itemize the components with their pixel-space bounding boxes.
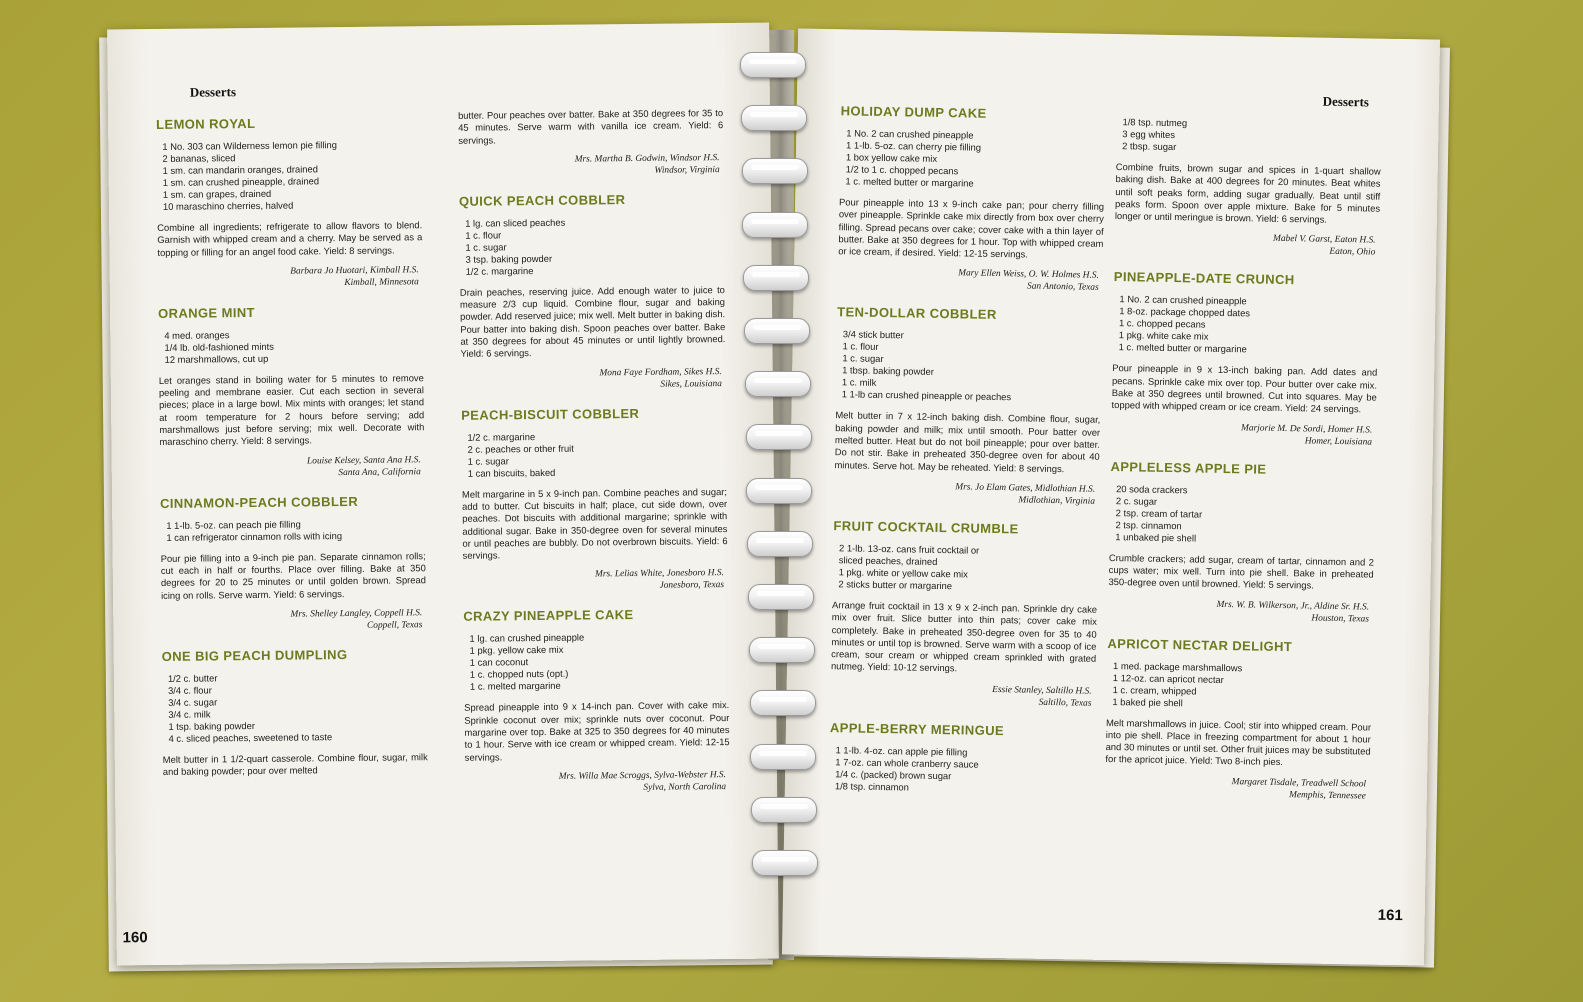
contributor-location: Windsor, Virginia <box>654 164 720 176</box>
contributor-name: Barbara Jo Huotari, Kimball H.S. <box>290 265 419 277</box>
contributor-location: Kimball, Minnesota <box>344 277 419 288</box>
ingredient: 1 sm. can crushed pineapple, drained <box>162 175 320 188</box>
ingredient: 2 tsp. cinnamon <box>1115 518 1182 531</box>
recipe-directions: Melt marshmallows in juice. Cool; stir into whipped cream. Pour into pie shell. Place in freezing compartment for about 1 hour and 30 minutes or until set. Other fruit juices may be substituted for the apricot juice. Yield: Two 8-inch pies. <box>1105 716 1372 768</box>
spiral-coil <box>750 690 816 716</box>
ingredient: 3/4 c. milk <box>168 708 211 720</box>
recipe-attribution <box>463 567 728 594</box>
ingredient: 1/8 tsp. cinnamon <box>834 779 910 793</box>
ingredient: 1 box yellow cake mix <box>845 151 938 164</box>
recipe-attribution <box>458 152 723 179</box>
ingredient: 4 med. oranges <box>164 329 230 341</box>
ingredient-list <box>1106 660 1372 713</box>
ingredient: 1 c. melted butter or margarine <box>1118 341 1247 355</box>
contributor-name: Mrs. Lelias White, Jonesboro H.S. <box>594 568 724 580</box>
recipe <box>1111 270 1379 449</box>
ingredient: 1 No. 303 can Wilderness lemon pie filling <box>162 139 337 152</box>
recipe-directions: Pour pie filling into a 9-inch pie pan. Separate cinnamon rolls; cut each in half or fourths. Place over filling. Bake at 350 degrees for 20 to 25 minutes or until golden brown. Spread icing on rolls. Serve warm. Yield: 6 servings. <box>160 549 426 601</box>
ingredient: 3/4 stick butter <box>842 328 904 341</box>
recipe-directions: Arrange fruit cocktail in 13 x 9 x 2-inch pan. Sprinkle dry cake mix over fruit. Slice butter into thin pats; cover cake mix completely. Bake in preheated 350-degree oven for 35 to 40 minutes or until top is browned. Serve warm with a scoop of ice cream, sour cream or whipped cream sprinkled with grated nutmeg. Yield: 10-12 servings. <box>830 599 1098 674</box>
spiral-coil <box>744 318 810 344</box>
spiral-coil <box>742 212 808 238</box>
recipe-directions: Crumble crackers; add sugar, cream of tartar, cinnamon and 2 cups water; mix well. Turn into pie shell. Bake in preheated 350-degree oven until browned. Yield: 5 servings. <box>1108 551 1375 591</box>
spiral-coil <box>742 158 808 184</box>
ingredient-list <box>839 127 1105 192</box>
ingredient: 1 1-lb can crushed pineapple or peaches <box>841 388 1012 403</box>
ingredient-list <box>1113 293 1379 358</box>
spiral-coil <box>746 424 812 450</box>
recipe <box>459 191 726 393</box>
ingredient: 1 c. sugar <box>465 241 507 253</box>
ingredient: 4 c. sliced peaches, sweetened to taste <box>168 731 333 744</box>
ingredient: 1 tbsp. baking powder <box>842 364 934 378</box>
recipe-attribution <box>1111 420 1376 449</box>
ingredient: sliced peaches, drained <box>838 554 938 567</box>
recipe <box>458 107 724 179</box>
left-column-2 <box>458 107 730 811</box>
ingredient: 1 can biscuits, baked <box>467 466 556 479</box>
contributor-location: Jonesboro, Texas <box>659 580 725 592</box>
spiral-coil <box>740 52 806 78</box>
contributor-location: Eaton, Ohio <box>1329 247 1376 259</box>
ingredient: 1 lg. can sliced peaches <box>465 216 566 229</box>
spiral-coil <box>741 105 807 131</box>
recipe-attribution <box>465 769 730 796</box>
recipe-directions: Spread pineapple into 9 x 14-inch pan. Cover with cake mix. Sprinkle coconut over mix; sprinkle nuts over coconut. Pour margarine over top. Bake at 325 to 350 degrees for 40 minutes to 1 hour. Serve with ice cream or whipped cream. Yield: 12-15 servings. <box>464 699 730 763</box>
contributor-name: Marjorie M. De Sordi, Homer H.S. <box>1240 422 1373 436</box>
recipe <box>158 303 425 481</box>
ingredient: 1 sm. can grapes, drained <box>162 187 272 200</box>
recipe-title: TEN-DOLLAR COBBLER <box>837 304 997 323</box>
ingredient: 1 sm. can mandarin oranges, drained <box>162 163 318 176</box>
recipe <box>156 114 423 291</box>
contributor-location: Sylva, North Carolina <box>643 781 727 793</box>
ingredient-list <box>1109 483 1375 548</box>
recipe-attribution <box>1108 597 1373 626</box>
ingredient-list <box>459 215 725 278</box>
recipe-title: PINEAPPLE-DATE CRUNCH <box>1113 269 1295 288</box>
recipe-title: ORANGE MINT <box>158 304 256 321</box>
right-page-number: 161 <box>1377 906 1403 925</box>
recipe-title: ONE BIG PEACH DUMPLING <box>161 646 348 664</box>
ingredient: 1 c. chopped pecans <box>1118 317 1206 331</box>
recipe-title: APPLE-BERRY MERINGUE <box>829 719 1005 738</box>
recipe-attribution <box>830 681 1095 710</box>
recipe <box>829 720 1095 797</box>
recipe <box>830 518 1098 709</box>
recipe <box>1108 459 1376 625</box>
recipe-directions: Let oranges stand in boiling water for 5 minutes to remove peeling and membrane easier. Cut each section in several pieces; place in a large bowl. Mix mints with oranges; let stand at room temperature for 2 hours before serving; add marshmallows just before serving; mix well. Decorate with maraschino cherry. Yield: 8 servings. <box>158 372 425 448</box>
recipe-title: HOLIDAY DUMP CAKE <box>840 103 987 121</box>
contributor-name: Margaret Tisdale, Treadwell School <box>1231 776 1367 790</box>
recipe-attribution <box>160 454 425 481</box>
spiral-coil <box>745 371 811 397</box>
contributor-name: Mrs. Shelley Langley, Coppell H.S. <box>290 608 423 620</box>
left-page-header: Desserts <box>189 84 237 100</box>
ingredient: 1/4 c. (packed) brown sugar <box>835 767 952 782</box>
right-column-1 <box>829 103 1106 811</box>
recipe <box>1105 636 1373 803</box>
ingredient: 1 tsp. baking powder <box>168 719 255 732</box>
ingredient: 2 tbsp. sugar <box>1122 140 1177 153</box>
ingredient: 1 12-oz. can apricot nectar <box>1112 671 1224 685</box>
contributor-name: Mrs. W. B. Wilkerson, Jr., Aldine Sr. H.S. <box>1216 599 1370 613</box>
contributor-location: Sikes, Louisiana <box>660 378 722 390</box>
ingredient: 1/2 c. margarine <box>467 430 536 443</box>
ingredient: 1/8 tsp. nutmeg <box>1122 116 1188 129</box>
recipe-title: LEMON ROYAL <box>156 115 256 132</box>
ingredient: 2 tsp. cream of tartar <box>1115 506 1203 520</box>
recipe-directions: Melt butter in 7 x 12-inch baking dish. Combine flour, sugar, baking powder and milk; mix until smooth. Pour batter over melted butter. Heat but do not boil pineapple; pour over batter. Do not stir. Bake in preheated 350-degree oven for about 40 minutes. Serve hot. May be reheated. Yield: 8 servings. <box>834 409 1101 474</box>
recipe-title: FRUIT COCKTAIL CRUMBLE <box>833 518 1019 537</box>
ingredient: 1 8-oz. package chopped dates <box>1119 305 1251 319</box>
ingredient: 3 tsp. baking powder <box>465 252 553 265</box>
recipe-title: APPLELESS APPLE PIE <box>1110 458 1267 477</box>
recipe-attribution <box>161 607 426 634</box>
ingredient-list <box>1116 116 1382 157</box>
ingredient: 1 c. melted margarine <box>469 680 561 693</box>
ingredient-list <box>832 542 1098 595</box>
recipe-attribution <box>1114 231 1379 260</box>
contributor-name: Louise Kelsey, Santa Ana H.S. <box>306 454 421 467</box>
ingredient: 1 c. sugar <box>842 352 884 365</box>
recipe-attribution <box>461 366 726 393</box>
recipe-title: CINNAMON-PEACH COBBLER <box>160 493 359 511</box>
contributor-location: San Antonio, Texas <box>1026 281 1099 294</box>
recipe <box>463 606 730 795</box>
recipe-title: PEACH-BISCUIT COBBLER <box>461 405 640 423</box>
ingredient: 3 egg whites <box>1122 128 1176 141</box>
contributor-name: Mary Ellen Weiss, O. W. Holmes H.S. <box>958 268 1099 282</box>
contributor-location: Houston, Texas <box>1311 613 1369 625</box>
recipe-title: CRAZY PINEAPPLE CAKE <box>463 607 634 625</box>
contributor-location: Memphis, Tennessee <box>1289 789 1366 802</box>
ingredient: 1 No. 2 can crushed pineapple <box>1119 293 1247 307</box>
ingredient-list <box>162 670 428 745</box>
recipe-attribution <box>158 264 423 291</box>
ingredient: 2 bananas, sliced <box>162 152 236 164</box>
spiral-coil <box>747 531 813 557</box>
contributor-location: Midlothian, Virginia <box>1018 495 1096 507</box>
ingredient: 1 c. flour <box>465 229 502 241</box>
ingredient: 1 pkg. yellow cake mix <box>469 644 564 657</box>
ingredient: 1 1-lb. 4-oz. can apple pie filling <box>835 743 968 758</box>
recipe <box>1114 116 1381 259</box>
ingredient-list <box>158 327 423 366</box>
ingredient: 3/4 c. flour <box>167 684 212 696</box>
ingredient-list <box>829 744 1095 797</box>
ingredient: 1 pkg. white cake mix <box>1118 329 1209 343</box>
ingredient: 1 unbaked pie shell <box>1115 530 1197 544</box>
ingredient: 1 1-lb. 5-oz. can peach pie filling <box>166 518 301 531</box>
contributor-name: Mona Faye Fordham, Sikes H.S. <box>599 366 722 379</box>
ingredient: 1/2 c. butter <box>167 672 218 684</box>
ingredient-list <box>836 329 1102 406</box>
contributor-location: Santa Ana, California <box>338 466 421 478</box>
contributor-name: Mrs. Willa Mae Scroggs, Sylva-Webster H.S. <box>558 769 727 782</box>
recipe <box>834 305 1102 508</box>
spiral-coil <box>748 584 814 610</box>
spiral-coil <box>751 797 817 823</box>
spiral-coil <box>749 637 815 663</box>
contributor-location: Homer, Louisiana <box>1304 436 1373 448</box>
ingredient: 1 med. package marshmallows <box>1112 659 1243 673</box>
contributor-location: Saltillo, Texas <box>1038 697 1092 709</box>
ingredient-list <box>160 517 425 544</box>
ingredient: 2 1-lb. 13-oz. cans fruit cocktail or <box>838 542 980 556</box>
right-page-header: Desserts <box>1322 93 1370 110</box>
right-column-2 <box>1104 116 1381 817</box>
recipe-directions: Combine fruits, brown sugar and spices in 1-quart shallow baking dish. Bake at 400 degrees for 20 minutes. Beat whites until soft peaks form, adding sugar gradually. Beat until stiff peaks form. Spoon over apple mixture. Bake for 5 minutes longer or until meringue is brown. Yield: 6 servings. <box>1114 161 1381 225</box>
ingredient-list <box>156 138 422 213</box>
ingredient-list <box>461 429 726 480</box>
left-page <box>107 23 779 966</box>
recipe-attribution <box>1105 774 1370 803</box>
ingredient: 1 lg. can crushed pineapple <box>469 631 585 645</box>
ingredient: 1/2 to 1 c. chopped pecans <box>845 163 959 177</box>
ingredient: 20 soda crackers <box>1116 482 1188 496</box>
left-column-1 <box>156 114 428 793</box>
ingredient: 12 marshmallows, cut up <box>164 352 269 365</box>
spiral-coil <box>750 744 816 770</box>
recipe-attribution <box>838 266 1103 295</box>
ingredient: 1 c. flour <box>842 340 879 353</box>
contributor-name: Mabel V. Garst, Eaton H.S. <box>1272 234 1376 247</box>
ingredient: 1 c. melted butter or margarine <box>845 175 974 189</box>
ingredient: 3/4 c. sugar <box>168 696 218 708</box>
recipe-title: APRICOT NECTAR DELIGHT <box>1107 635 1293 654</box>
recipe <box>461 405 728 595</box>
contributor-name: Essie Stanley, Saltillo H.S. <box>992 684 1092 697</box>
spiral-coil <box>743 265 809 291</box>
ingredient: 1 c. milk <box>841 376 877 389</box>
ingredient: 1 baked pie shell <box>1112 695 1183 708</box>
ingredient: 2 sticks butter or margarine <box>838 578 953 592</box>
ingredient: 1 No. 2 can crushed pineapple <box>846 127 974 141</box>
ingredient: 1/2 c. margarine <box>465 264 534 277</box>
recipe-attribution <box>834 479 1099 508</box>
contributor-location: Coppell, Texas <box>366 620 423 631</box>
contributor-name: Mrs. Martha B. Godwin, Windsor H.S. <box>574 152 720 165</box>
ingredient: 2 c. sugar <box>1115 494 1158 507</box>
ingredient: 10 maraschino cherries, halved <box>162 199 294 212</box>
recipe-title: QUICK PEACH COBBLER <box>458 191 626 209</box>
ingredient: 1 can refrigerator cinnamon rolls with icing <box>166 529 343 543</box>
ingredient: 1 1-lb. 5-oz. can cherry pie filling <box>846 139 982 153</box>
recipe-directions: Combine all ingredients; refrigerate to allow flavors to blend. Garnish with whipped cream and a cherry. May be served as a topping or filling for an angel food cake. Yield: 8 servings. <box>157 219 423 258</box>
ingredient: 1/4 lb. old-fashioned mints <box>164 340 274 353</box>
ingredient: 1 c. sugar <box>467 454 509 467</box>
ingredient: 2 c. peaches or other fruit <box>467 442 574 455</box>
ingredient: 1 pkg. white or yellow cake mix <box>838 566 968 580</box>
recipe-directions: Drain peaches, reserving juice. Add enough water to juice to measure 2/3 cup liquid. Combine flour, sugar and baking powder. Add reserved juice; mix well. Melt butter in baking dish. Pour batter into baking dish. Spoon peaches over batter. Bake at 350 degrees for about 45 minutes or until lightly browned. Yield: 6 servings. <box>459 283 726 360</box>
recipe-directions: Pour pineapple into 13 x 9-inch cake pan; pour cherry filling over pineapple. Sprinkle cake mix directly from box over cherry filling. Spread pecans over cake; cover cake with a thin layer of butter. Bake at 350 degrees for 1 hour. Top with whipped cream or ice cream, if desired. Yield: 12-15 servings. <box>838 196 1105 260</box>
spiral-coil <box>752 850 818 876</box>
right-page <box>782 28 1440 965</box>
ingredient: 1 can coconut <box>469 656 529 669</box>
left-page-number: 160 <box>122 929 148 947</box>
recipe-directions: Melt butter in 1 1/2-quart casserole. Combine flour, sugar, milk and baking powder; pour over melted <box>162 751 428 778</box>
recipe <box>162 646 428 778</box>
spiral-coil <box>746 478 812 504</box>
recipe <box>160 493 426 634</box>
contributor-name: Mrs. Jo Elam Gates, Midlothian H.S. <box>955 482 1096 495</box>
ingredient: 1 c. cream, whipped <box>1112 683 1197 697</box>
ingredient: 1 7-oz. can whole cranberry sauce <box>835 755 979 770</box>
recipe <box>838 103 1106 294</box>
recipe-directions: Pour pineapple in 9 x 13-inch baking pan. Add dates and pecans. Sprinkle cake mix over top. Pour butter over cake mix. Bake at 350 degrees until browned. Cut into squares. May be topped with whipped cream or ice cream. Yield: 24 servings. <box>1111 362 1378 415</box>
ingredient: 1 c. chopped nuts (opt.) <box>469 668 569 681</box>
ingredient-list <box>463 630 729 693</box>
recipe-directions: butter. Pour peaches over batter. Bake at 350 degrees for 35 to 45 minutes. Serve warm with vanilla ice cream. Yield: 6 servings. <box>457 107 724 146</box>
recipe-directions: Melt margarine in 5 x 9-inch pan. Combine peaches and sugar; add to butter. Cut biscuits in half; place, cut side down, over peaches. Dot biscuits with additional margarine; sprinkle with additional sugar. Bake in 350-degree oven for several minutes or until peaches are bubbly. Do not overbrown biscuits. Yield: 6 servings. <box>461 485 728 561</box>
